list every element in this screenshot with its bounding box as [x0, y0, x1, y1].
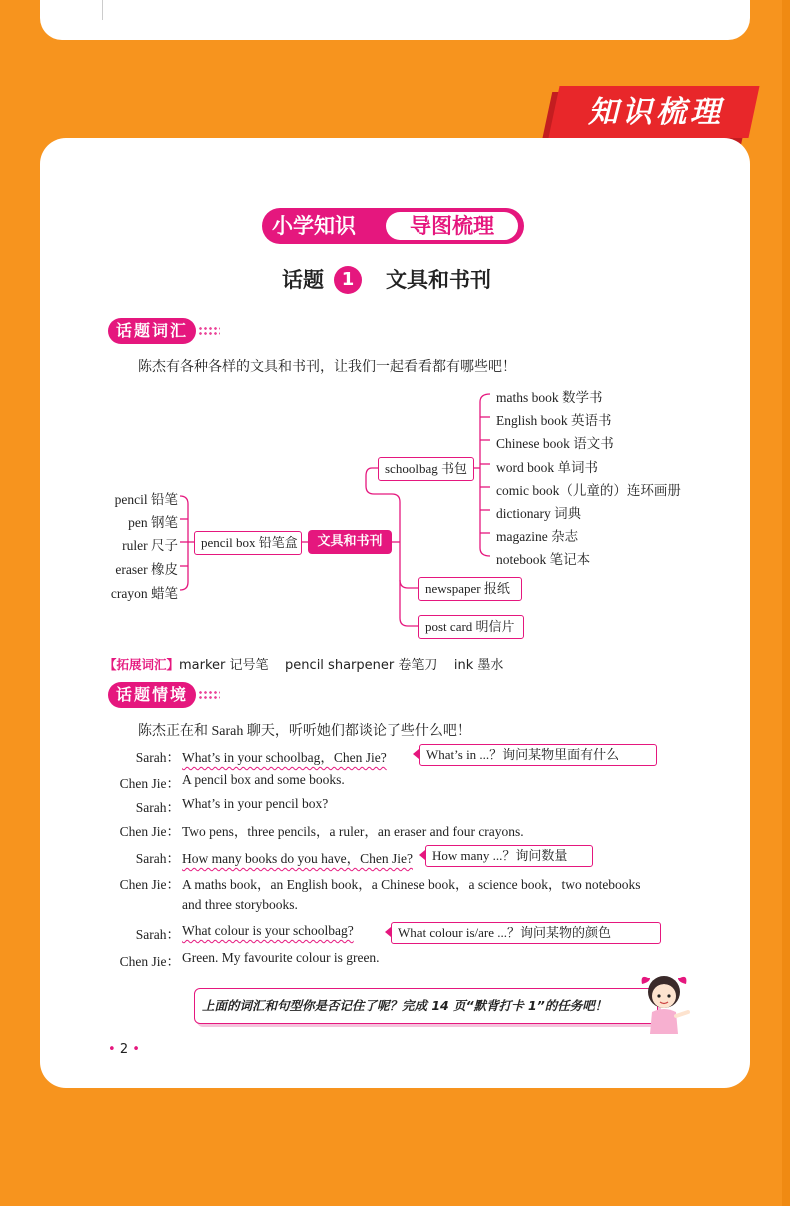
schoolbag-item: magazine 杂志	[496, 529, 579, 544]
dialogue-speaker: Sarah：	[135, 750, 180, 765]
section-scene-tag: 话题情境	[108, 682, 196, 708]
newspaper-node: newspaper 报纸	[418, 577, 522, 601]
dialogue-text: A pencil box and some books.	[182, 772, 345, 787]
dialogue-text: and three storybooks.	[182, 897, 298, 912]
left-item-pencil: pencil 铅笔	[114, 492, 178, 507]
section-dots	[198, 326, 220, 336]
schoolbag-item: maths book 数学书	[496, 390, 603, 405]
page-number-value: 2	[119, 1042, 129, 1057]
dialogue-text: Green. My favourite colour is green.	[182, 950, 380, 965]
schoolbag-node: schoolbag 书包	[378, 457, 474, 481]
dialogue-speaker: Chen Jie：	[119, 954, 180, 969]
pencil-box-node: pencil box 铅笔盒	[194, 531, 302, 555]
mindmap-center: 文具和书刊	[308, 530, 392, 554]
schoolbag-item: Chinese book 语文书	[496, 436, 614, 451]
postcard-node: post card 明信片	[418, 615, 524, 639]
dialogue-text: What colour is your schoolbag?	[182, 923, 354, 938]
dialogue-text: How many books do you have，Chen Jie?	[182, 851, 413, 866]
dialogue-text: Two pens，three pencils，a ruler，an eraser and four crayons.	[182, 824, 524, 839]
title-part1: 小学知识	[272, 214, 356, 238]
topic-name: 文具和书刊	[386, 268, 491, 292]
banner-title: 知识梳理	[588, 95, 724, 130]
girl-illustration	[636, 972, 692, 1034]
left-item-eraser: eraser 橡皮	[115, 562, 178, 577]
dialogue-speaker: Chen Jie：	[119, 877, 180, 892]
dialogue-speaker: Chen Jie：	[119, 824, 180, 839]
note-whats-in: What’s in ...？询问某物里面有什么	[419, 744, 657, 766]
dialogue-speaker: Chen Jie：	[119, 776, 180, 791]
dialogue-speaker: Sarah：	[135, 927, 180, 942]
left-item-ruler: ruler 尺子	[122, 538, 178, 553]
schoolbag-item: notebook 笔记本	[496, 552, 591, 567]
schoolbag-item: English book 英语书	[496, 413, 612, 428]
schoolbag-item: comic book（儿童的）连环画册	[496, 483, 681, 498]
dialogue-speaker: Sarah：	[135, 851, 180, 866]
schoolbag-item: dictionary 词典	[496, 506, 582, 521]
section-vocab-tag: 话题词汇	[108, 318, 196, 344]
note-how-many: How many ...？询问数量	[425, 845, 593, 867]
dialogue-text: What’s in your schoolbag，Chen Jie?	[182, 750, 387, 765]
note-what-colour: What colour is/are ...？询问某物的颜色	[391, 922, 661, 944]
title-part2: 导图梳理	[386, 212, 518, 240]
reminder-text: 上面的词汇和句型你是否记住了呢？完成 14 页“默背打卡 1”的任务吧！	[202, 998, 608, 1013]
extension-tag: 【拓展词汇】	[104, 657, 180, 672]
page-edge	[782, 0, 790, 1206]
dialogue-text: What’s in your pencil box?	[182, 796, 329, 811]
extension-words: marker 记号笔 pencil sharpener 卷笔刀 ink 墨水	[179, 658, 504, 673]
vocab-intro: 陈杰有各种各样的文具和书刊，让我们一起看看都有哪些吧！	[138, 360, 516, 375]
schoolbag-item: word book 单词书	[496, 460, 598, 475]
dialogue-text: A maths book，an English book，a Chinese book，a science book，two notebooks	[182, 877, 641, 892]
page-number: • 2 •	[108, 1042, 140, 1057]
dialogue-speaker: Sarah：	[135, 800, 180, 815]
topic-prefix: 话题	[282, 268, 324, 292]
topic-number: 1	[334, 266, 362, 294]
previous-card	[40, 0, 750, 40]
section-dots	[198, 690, 220, 700]
scene-intro: 陈杰正在和 Sarah 聊天，听听她们都谈论了些什么吧！	[138, 724, 471, 739]
left-item-pen: pen 钢笔	[128, 515, 178, 530]
extension-line	[104, 654, 503, 673]
left-item-crayon: crayon 蜡笔	[110, 586, 178, 601]
